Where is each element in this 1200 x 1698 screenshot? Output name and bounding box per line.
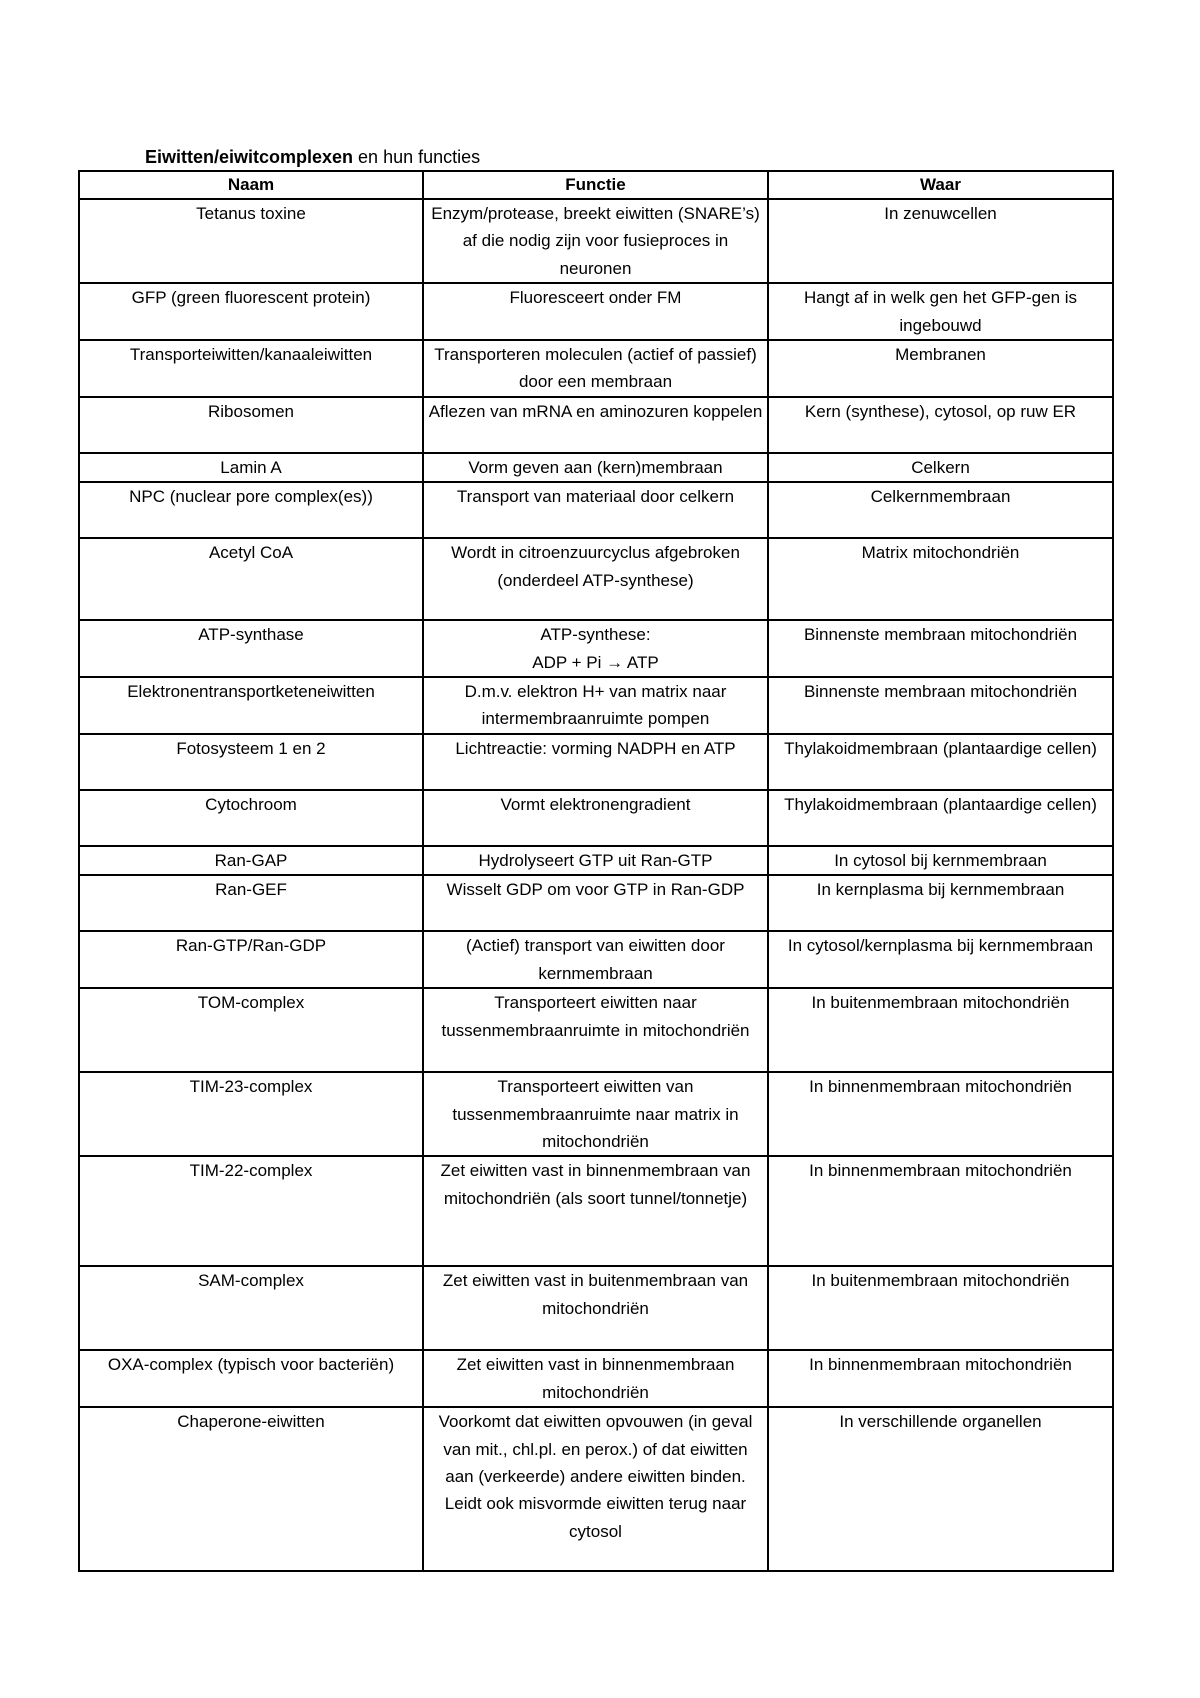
cell-naam: SAM-complex [79,1266,423,1350]
table-row [79,340,1113,397]
cell-naam: Cytochroom [79,790,423,846]
table-row [79,283,1113,340]
table-row [79,397,1113,453]
table-row [79,734,1113,790]
table-row [79,846,1113,875]
cell-functie: Transporteren moleculen (actief of passief) door een membraan [423,340,768,397]
cell-waar: In binnenmembraan mitochondriën [768,1350,1113,1407]
table-row [79,1156,1113,1266]
cell-waar: In kernplasma bij kernmembraan [768,875,1113,931]
cell-naam: NPC (nuclear pore complex(es)) [79,482,423,538]
cell-functie: Zet eiwitten vast in binnenmembraan mitochondriën [423,1350,768,1407]
table-row [79,538,1113,620]
table-row [79,1350,1113,1407]
title-rest: en hun functies [353,147,481,167]
cell-functie: D.m.v. elektron H+ van matrix naar intermembraanruimte pompen [423,677,768,734]
cell-naam: Acetyl CoA [79,538,423,620]
cell-naam: GFP (green fluorescent protein) [79,283,423,340]
cell-functie: Lichtreactie: vorming NADPH en ATP [423,734,768,790]
table-row [79,482,1113,538]
cell-waar: Hangt af in welk gen het GFP-gen is ingebouwd [768,283,1113,340]
cell-waar: In verschillende organellen [768,1407,1113,1571]
cell-waar: Thylakoidmembraan (plantaardige cellen) [768,790,1113,846]
cell-functie: Transporteert eiwitten van tussenmembraanruimte naar matrix in mitochondriën [423,1072,768,1156]
cell-waar: In binnenmembraan mitochondriën [768,1072,1113,1156]
cell-naam: OXA-complex (typisch voor bacteriën) [79,1350,423,1407]
header-waar: Waar [768,171,1113,199]
cell-functie: Fluoresceert onder FM [423,283,768,340]
cell-naam: Chaperone-eiwitten [79,1407,423,1571]
cell-waar: Binnenste membraan mitochondriën [768,677,1113,734]
cell-functie: (Actief) transport van eiwitten door kernmembraan [423,931,768,988]
cell-waar: Binnenste membraan mitochondriën [768,620,1113,677]
cell-naam: Elektronentransportketeneiwitten [79,677,423,734]
cell-naam: ATP-synthase [79,620,423,677]
cell-waar: In buitenmembraan mitochondriën [768,988,1113,1072]
cell-naam: Ribosomen [79,397,423,453]
header-functie: Functie [423,171,768,199]
cell-waar: In zenuwcellen [768,199,1113,283]
cell-naam: Fotosysteem 1 en 2 [79,734,423,790]
cell-waar: In cytosol/kernplasma bij kernmembraan [768,931,1113,988]
cell-functie: Hydrolyseert GTP uit Ran-GTP [423,846,768,875]
table-header-row [79,171,1113,199]
title-bold-part: Eiwitten/eiwitcomplexen [145,147,354,167]
table-row [79,790,1113,846]
cell-waar: Celkernmembraan [768,482,1113,538]
cell-functie: Transporteert eiwitten naar tussenmembraanruimte in mitochondriën [423,988,768,1072]
cell-functie: Wordt in citroenzuurcyclus afgebroken (onderdeel ATP-synthese) [423,538,768,620]
cell-naam: Ran-GTP/Ran-GDP [79,931,423,988]
cell-naam: Transporteiwitten/kanaaleiwitten [79,340,423,397]
cell-waar: Kern (synthese), cytosol, op ruw ER [768,397,1113,453]
cell-naam: Lamin A [79,453,423,482]
cell-naam: TIM-22-complex [79,1156,423,1266]
cell-waar: In cytosol bij kernmembraan [768,846,1113,875]
table-row [79,1072,1113,1156]
cell-naam: Ran-GEF [79,875,423,931]
table-row [79,1407,1113,1571]
table-row [79,677,1113,734]
cell-functie: Aflezen van mRNA en aminozuren koppelen [423,397,768,453]
table-row [79,875,1113,931]
page-title [145,146,480,168]
cell-naam: Tetanus toxine [79,199,423,283]
cell-functie: Vormt elektronengradient [423,790,768,846]
cell-waar: Celkern [768,453,1113,482]
protein-table [78,170,1114,1572]
cell-naam: TIM-23-complex [79,1072,423,1156]
header-naam: Naam [79,171,423,199]
cell-functie: Vorm geven aan (kern)membraan [423,453,768,482]
table-row [79,620,1113,677]
cell-waar: Thylakoidmembraan (plantaardige cellen) [768,734,1113,790]
table-row [79,931,1113,988]
table-row [79,199,1113,283]
cell-waar: Membranen [768,340,1113,397]
table-row [79,988,1113,1072]
cell-functie: ATP-synthese: ADP + Pi → ATP [423,620,768,677]
cell-waar: Matrix mitochondriën [768,538,1113,620]
cell-waar: In buitenmembraan mitochondriën [768,1266,1113,1350]
cell-waar: In binnenmembraan mitochondriën [768,1156,1113,1266]
cell-functie: Zet eiwitten vast in binnenmembraan van mitochondriën (als soort tunnel/tonnetje) [423,1156,768,1266]
cell-functie: Zet eiwitten vast in buitenmembraan van mitochondriën [423,1266,768,1350]
cell-functie: Voorkomt dat eiwitten opvouwen (in geval van mit., chl.pl. en perox.) of dat eiwitten aan (verkeerde) andere eiwitten binden. Leidt ook misvormde eiwitten terug naar cytosol [423,1407,768,1571]
table-row [79,453,1113,482]
cell-functie: Wisselt GDP om voor GTP in Ran-GDP [423,875,768,931]
cell-naam: Ran-GAP [79,846,423,875]
table-row [79,1266,1113,1350]
cell-naam: TOM-complex [79,988,423,1072]
cell-functie: Transport van materiaal door celkern [423,482,768,538]
cell-functie: Enzym/protease, breekt eiwitten (SNARE’s) af die nodig zijn voor fusieproces in neuronen [423,199,768,283]
